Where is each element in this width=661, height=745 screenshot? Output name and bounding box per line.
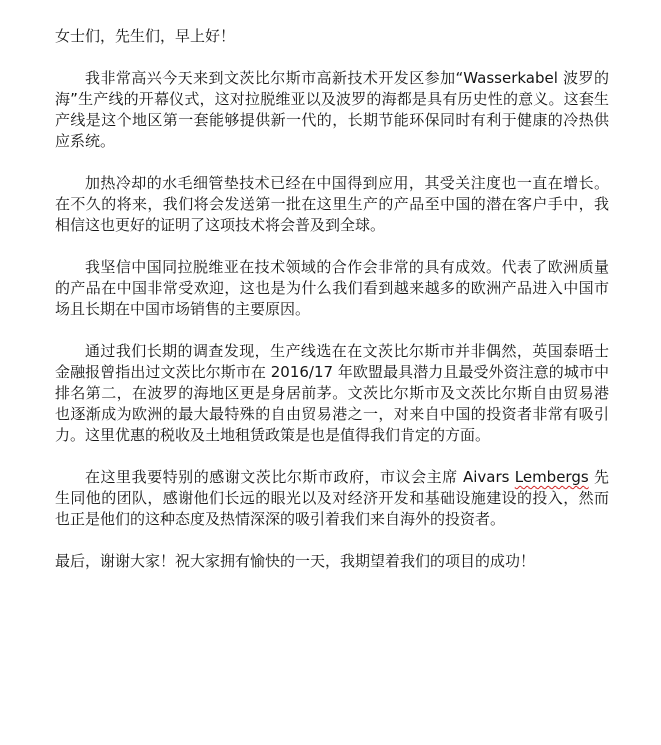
thanks-text-start: 在这里我要特别的感谢文茨比尔斯市政府，市议会主席 Aivars (85, 468, 515, 486)
paragraph-cooperation: 我坚信中国同拉脱维亚在技术领域的合作会非常的具有成效。代表了欧洲质量的产品在中国非常受欢迎，这也是为什么我们看到越来越多的欧洲产品进入中国市场且长期在中国市场销售的主要原因。 (55, 258, 609, 318)
paragraph-technology-china: 加热冷却的水毛细管垫技术已经在中国得到应用，其受关注度也一直在增长。在不久的将来，我们将会发送第一批在这里生产的产品至中国的潜在客户手中，我相信这也更好的证明了这项技术将会普及到全球。 (55, 174, 609, 234)
paragraph-thanks-government (55, 467, 609, 530)
speech-text (55, 26, 609, 572)
paragraph-investment-location: 通过我们长期的调查发现，生产线选在在文茨比尔斯市并非偶然，英国泰晤士金融报曾指出过文茨比尔斯市在 2016/17 年欧盟最具潜力且最受外资注意的城市中排名第二，在波罗的海地区更是身居前茅。文茨比尔斯市及文茨比尔斯自由贸易港也逐渐成为欧洲的最大最特殊的自由贸易港之一，对来自中国的投资者非常有吸引力。这里优惠的税收及土地租赁政策是也是值得我们肯定的方面。 (55, 342, 609, 444)
closing-line: 最后，谢谢大家！祝大家拥有愉快的一天，我期望着我们的项目的成功！ (55, 552, 536, 570)
thanks-text-end: 先生同他的团队，感谢他们长远的眼光以及对经济开发和基础设施建设的投入，然而也正是他们的这种态度及热情深深的吸引着我们来自海外的投资者。 (55, 468, 609, 528)
paragraph-opening-ceremony: 我非常高兴今天来到文茨比尔斯市高新技术开发区参加“Wasserkabel 波罗的海”生产线的开幕仪式，这对拉脱维亚以及波罗的海都是具有历史性的意义。这套生产线是这个地区第一套能够提供新一代的，长期节能环保同时有利于健康的冷热供应系统。 (55, 69, 609, 150)
spellcheck-flagged-word[interactable]: Lembergs (514, 468, 589, 486)
greeting-line: 女士们，先生们，早上好！ (55, 27, 236, 45)
